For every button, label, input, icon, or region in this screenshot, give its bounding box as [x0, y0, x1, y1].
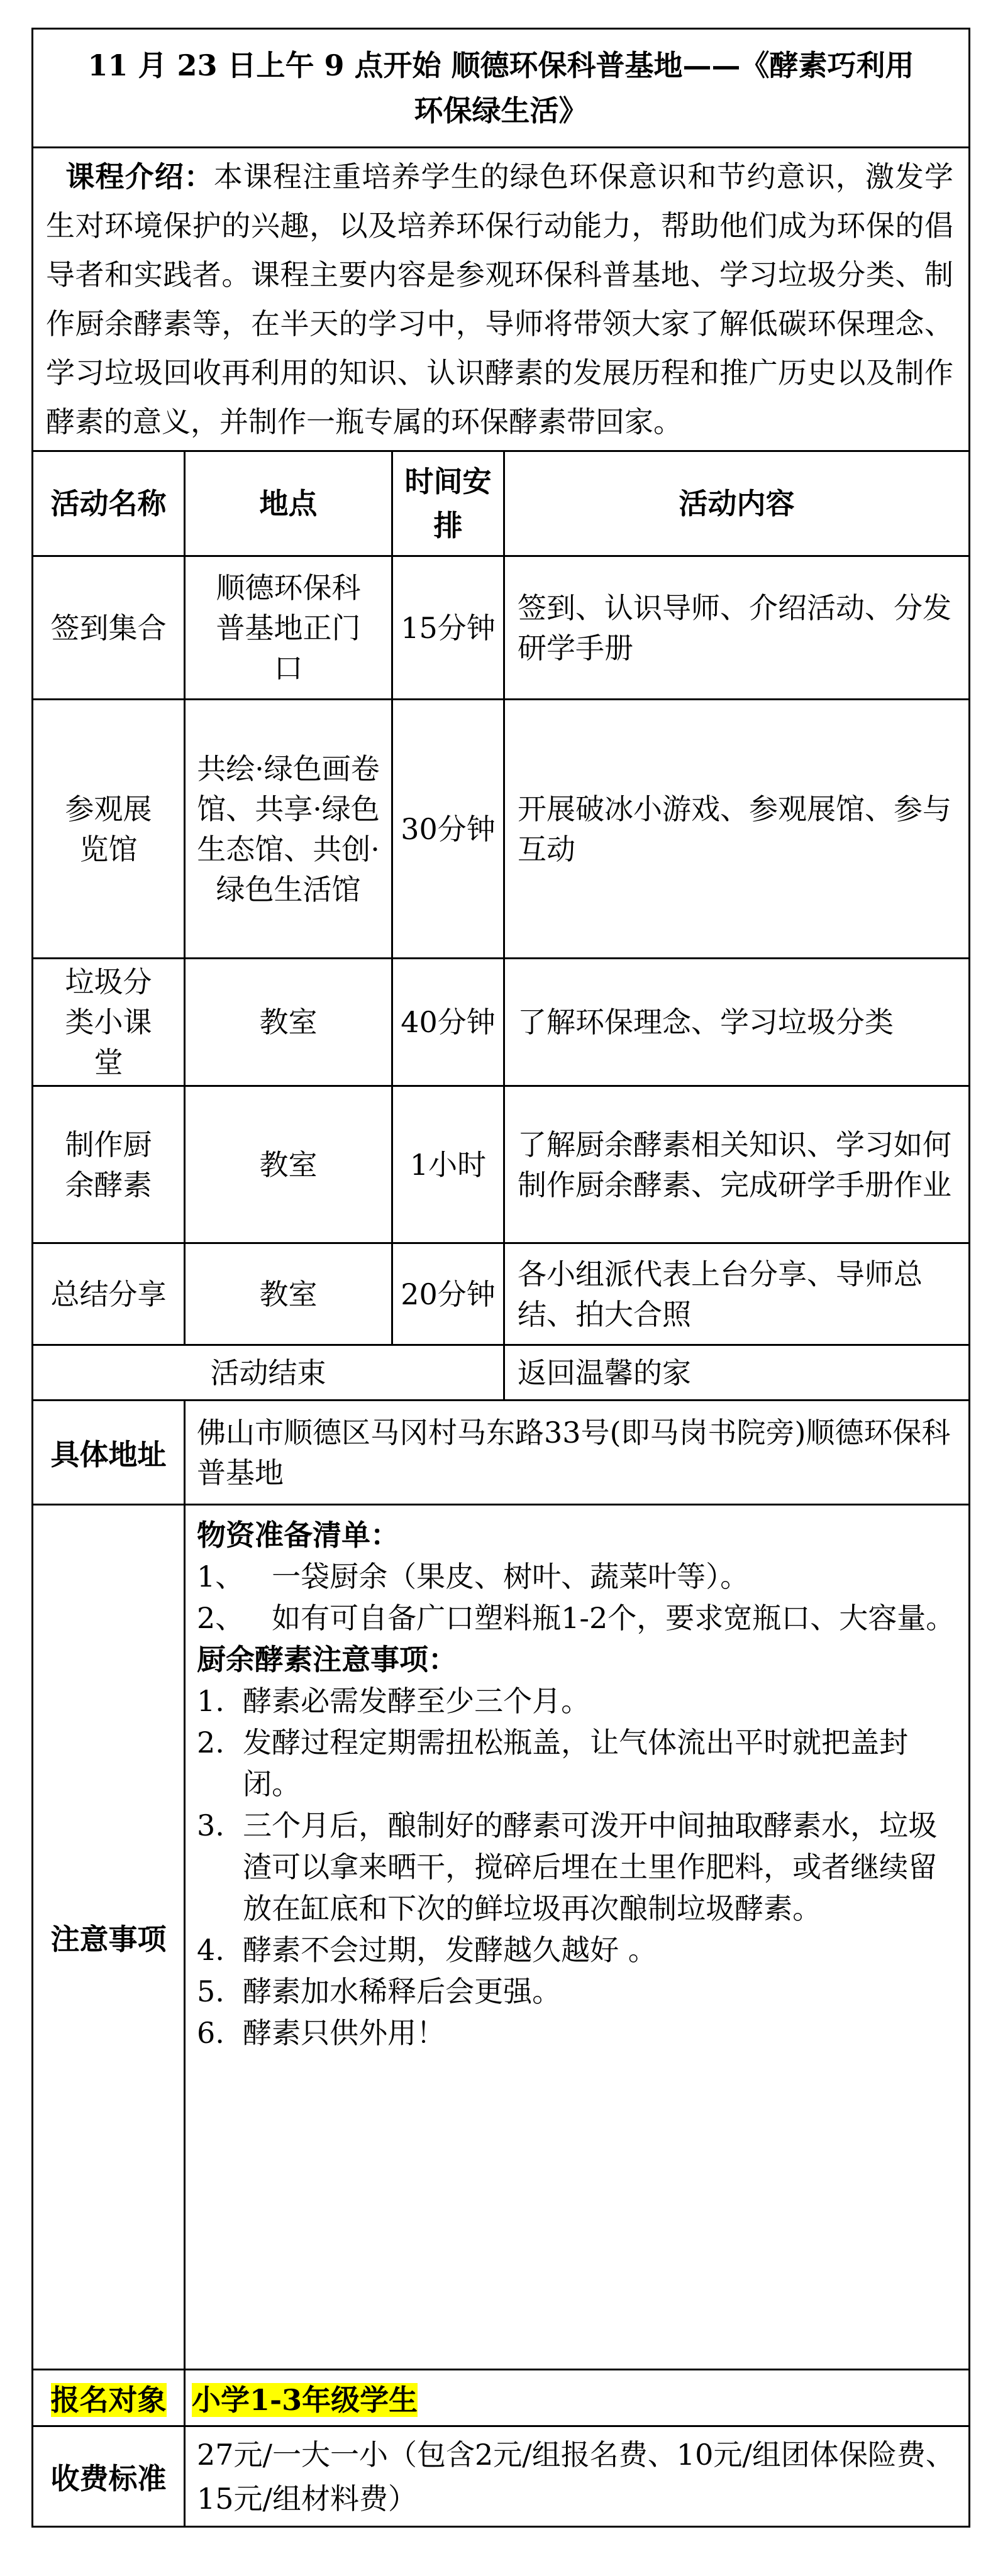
activity-place: 共绘·绿色画卷馆、共享·绿色生态馆、共创·绿色生活馆	[185, 700, 392, 959]
table-row	[33, 700, 970, 959]
activity-name: 签到集合	[33, 556, 185, 700]
header-time: 时间安排	[392, 451, 504, 556]
activity-content: 开展破冰小游戏、参观展馆、参与互动	[504, 700, 970, 959]
fee-row	[33, 2426, 970, 2527]
table-row	[33, 1086, 970, 1243]
registration-row	[33, 2370, 970, 2426]
activity-time: 1小时	[392, 1086, 504, 1243]
notes-row	[33, 1505, 970, 2370]
list-item: 3. 三个月后，酿制好的酵素可泼开中间抽取酵素水，垃圾渣可以拿来晒干，搅碎后埋在土里作肥料，或者继续留放在缸底和下次的鲜垃圾再次酿制垃圾酵素。	[197, 1808, 938, 1925]
activity-time: 30分钟	[392, 700, 504, 959]
course-info-table	[31, 28, 970, 2528]
activity-end-row	[33, 1345, 970, 1401]
address-row	[33, 1401, 970, 1505]
materials-title: 物资准备清单：	[197, 1518, 399, 1552]
activity-content: 了解厨余酵素相关知识、学习如何制作厨余酵素、完成研学手册作业	[504, 1086, 970, 1243]
header-content: 活动内容	[504, 451, 970, 556]
table-row	[33, 556, 970, 700]
fee-value: 27元/一大一小（包含2元/组报名费、10元/组团体保险费、15元/组材料费）	[185, 2426, 970, 2527]
activity-end-content: 返回温馨的家	[504, 1345, 970, 1401]
activity-time: 20分钟	[392, 1243, 504, 1345]
activity-content: 了解环保理念、学习垃圾分类	[504, 959, 970, 1086]
course-title	[33, 29, 970, 148]
activity-end-label: 活动结束	[33, 1345, 504, 1401]
activity-name: 制作厨余酵素	[33, 1086, 185, 1243]
activity-content: 签到、认识导师、介绍活动、分发研学手册	[504, 556, 970, 700]
course-intro	[33, 148, 970, 451]
enzyme-notes-title: 厨余酵素注意事项：	[197, 1643, 457, 1676]
registration-value: 小学1-3年级学生	[185, 2370, 970, 2426]
list-item: 5. 酵素加水稀释后会更强。	[197, 1974, 562, 2008]
notes-label: 注意事项	[33, 1505, 185, 2370]
header-location: 地点	[185, 451, 392, 556]
activity-name: 垃圾分类小课堂	[33, 959, 185, 1086]
list-item: 4. 酵素不会过期，发酵越久越好 。	[197, 1933, 657, 1967]
list-item: 1、 一袋厨余（果皮、树叶、蔬菜叶等）。	[197, 1560, 750, 1593]
table-row	[33, 1243, 970, 1345]
table-row	[33, 959, 970, 1086]
activity-content: 各小组派代表上台分享、导师总结、拍大合照	[504, 1243, 970, 1345]
activity-name: 参观展览馆	[33, 700, 185, 959]
schedule-header-row	[33, 451, 970, 556]
list-item: 2、 如有可自备广口塑料瓶1-2个，要求宽瓶口、大容量。	[197, 1601, 955, 1635]
activity-place: 教室	[185, 959, 392, 1086]
fee-label: 收费标准	[33, 2426, 185, 2527]
activity-name: 总结分享	[33, 1243, 185, 1345]
course-title-line-1: 11 月 23 日上午 9 点开始 顺德环保科普基地——《酵素巧利用	[87, 48, 914, 82]
notes-content	[185, 1505, 970, 2370]
address-label: 具体地址	[33, 1401, 185, 1505]
list-item: 1. 酵素必需发酵至少三个月。	[197, 1684, 590, 1718]
activity-place: 教室	[185, 1086, 392, 1243]
course-intro-text: 本课程注重培养学生的绿色环保意识和节约意识，激发学生对环境保护的兴趣，以及培养环保行动能力，帮助他们成为环保的倡导者和实践者。课程主要内容是参观环保科普基地、学习垃圾分类、制作厨余酵素等，在半天的学习中，导师将带领大家了解低碳环保理念、学习垃圾回收再利用的知识、认识酵素的发展历程和推广历史以及制作酵素的意义，并制作一瓶专属的环保酵素带回家。	[46, 160, 954, 439]
header-activity-name: 活动名称	[33, 451, 185, 556]
activity-place: 顺德环保科普基地正门口	[185, 556, 392, 700]
list-item: 2. 发酵过程定期需扭松瓶盖，让气体流出平时就把盖封闭。	[197, 1726, 909, 1801]
activity-time: 15分钟	[392, 556, 504, 700]
activity-time: 40分钟	[392, 959, 504, 1086]
course-intro-label: 课程介绍：	[65, 160, 214, 194]
activity-place: 教室	[185, 1243, 392, 1345]
address-value: 佛山市顺德区马冈村马东路33号(即马岗书院旁)顺德环保科普基地	[185, 1401, 970, 1505]
list-item: 6. 酵素只供外用！	[197, 2016, 446, 2050]
registration-label: 报名对象	[33, 2370, 185, 2426]
course-title-line-2: 环保绿生活》	[414, 94, 588, 128]
